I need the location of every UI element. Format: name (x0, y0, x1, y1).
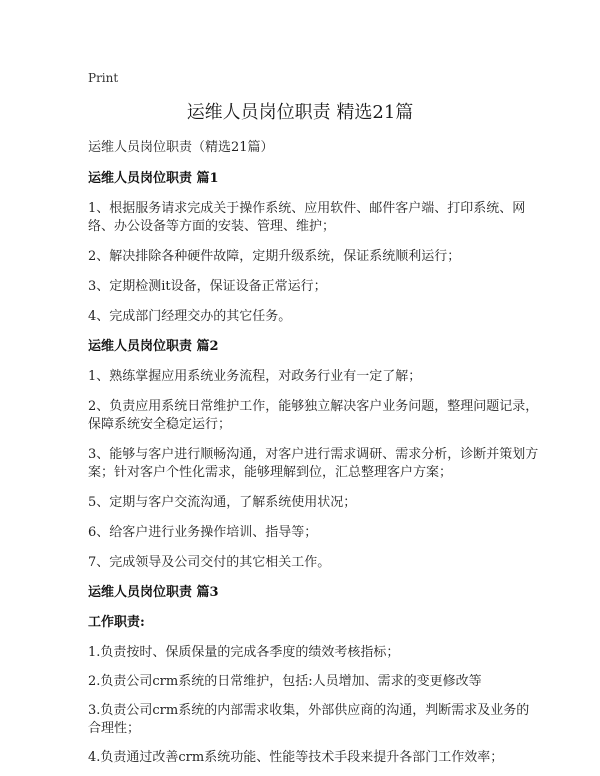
section-2-item: 3、能够与客户进行顺畅沟通，对客户进行需求调研、需求分析，诊断并策划方案；针对客户个性化需求，能够理解到位，汇总整理客户方案； (88, 447, 539, 480)
section-2-item: 2、负责应用系统日常维护工作，能够独立解决客户业务问题，整理问题记录，保障系统安全稳定运行； (88, 399, 539, 432)
print-link[interactable]: Print (88, 71, 119, 85)
section-2-item: 7、完成领导及公司交付的其它相关工作。 (88, 555, 331, 570)
section-3-subheading: 工作职责: (88, 615, 145, 630)
section-1-item: 1、根据服务请求完成关于操作系统、应用软件、邮件客户端、打印系统、网络、办公设备等方面的安装、管理、维护； (88, 201, 526, 234)
section-heading-1: 运维人员岗位职责 篇1 (88, 171, 219, 186)
section-1-item: 4、完成部门经理交办的其它任务。 (88, 309, 292, 324)
section-2-item: 5、定期与客户交流沟通，了解系统使用状况； (88, 495, 357, 510)
document-title: 运维人员岗位职责 精选21篇 (186, 102, 414, 123)
section-3-item: 4.负责通过改善crm系统功能、性能等技术手段来提升各部门工作效率； (88, 750, 504, 765)
section-1-item: 2、解决排除各种硬件故障，定期升级系统，保证系统顺利运行； (88, 249, 461, 264)
section-2-item: 1、熟练掌握应用系统业务流程，对政务行业有一定了解； (88, 369, 422, 384)
section-1-item: 3、定期检测it设备，保证设备正常运行； (88, 279, 327, 294)
section-heading-2: 运维人员岗位职责 篇2 (88, 339, 219, 354)
document-subtitle: 运维人员岗位职责（精选21篇） (88, 140, 274, 155)
section-3-item: 3.负责公司crm系统的内部需求收集，外部供应商的沟通，判断需求及业务的合理性； (88, 703, 530, 736)
section-2-item: 6、给客户进行业务操作培训、指导等； (88, 525, 318, 540)
section-3-item: 1.负责按时、保质保量的完成各季度的绩效考核指标； (88, 645, 400, 660)
section-heading-3: 运维人员岗位职责 篇3 (88, 585, 219, 600)
section-3-item: 2.负责公司crm系统的日常维护，包括:人员增加、需求的变更修改等 (88, 674, 482, 689)
